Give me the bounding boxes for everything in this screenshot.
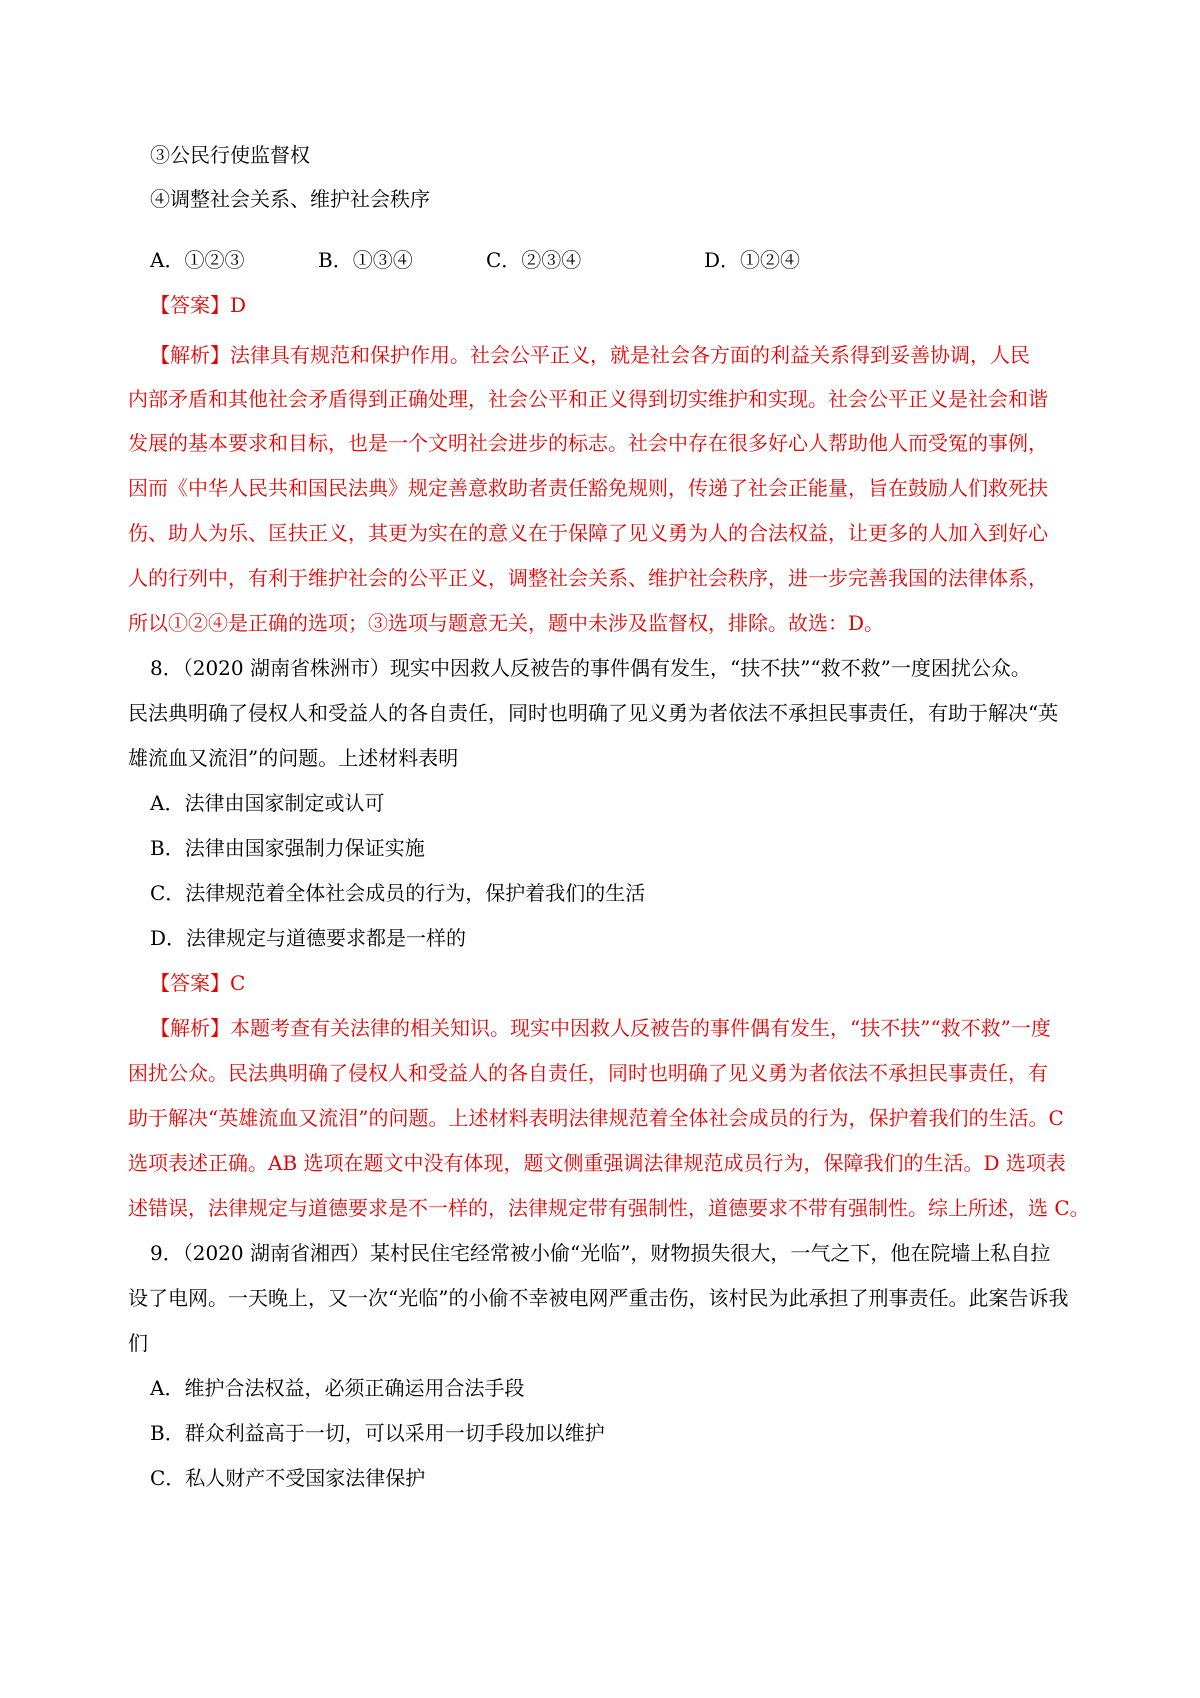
q7-analysis-line: 人的行列中，有利于维护社会的公平正义，调整社会关系、维护社会秩序，进一步完善我国的法律体系， bbox=[128, 566, 1048, 590]
q9-option-b: B．群众利益高于一切，可以采用一切手段加以维护 bbox=[150, 1421, 605, 1445]
q8-answer: 【答案】C bbox=[150, 971, 246, 995]
q7-item-4: ④调整社会关系、维护社会秩序 bbox=[150, 187, 430, 211]
q7-options-row bbox=[150, 245, 1050, 275]
q9-stem-line: 设了电网。一天晚上，又一次“光临”的小偷不幸被电网严重击伤，该村民为此承担了刑事责任。此案告诉我 bbox=[128, 1286, 1069, 1310]
q7-option-a: A．①②③ bbox=[150, 248, 245, 272]
q7-option-c: C．②③④ bbox=[486, 248, 582, 272]
q8-option-c: C．法律规范着全体社会成员的行为，保护着我们的生活 bbox=[150, 881, 646, 905]
q8-stem-line: 民法典明确了侵权人和受益人的各自责任，同时也明确了见义勇为者依法不承担民事责任，有助于解决“英 bbox=[128, 701, 1059, 725]
q7-analysis-line: 因而《中华人民共和国民法典》规定善意救助者责任豁免规则，传递了社会正能量，旨在鼓励人们救死扶 bbox=[128, 476, 1048, 500]
q8-analysis-line: 困扰公众。民法典明确了侵权人和受益人的各自责任，同时也明确了见义勇为者依法不承担民事责任，有 bbox=[128, 1061, 1048, 1085]
q9-option-c: C．私人财产不受国家法律保护 bbox=[150, 1466, 426, 1490]
q7-item-3: ③公民行使监督权 bbox=[150, 143, 310, 167]
q7-analysis-line: 内部矛盾和其他社会矛盾得到正确处理，社会公平和正义得到切实维护和实现。社会公平正义是社会和谐 bbox=[128, 387, 1048, 411]
q9-option-a: A．维护合法权益，必须正确运用合法手段 bbox=[150, 1376, 525, 1400]
q7-answer: 【答案】D bbox=[150, 293, 247, 317]
q7-analysis-line: 发展的基本要求和目标，也是一个文明社会进步的标志。社会中存在很多好心人帮助他人而受冤的事例， bbox=[128, 431, 1048, 455]
q7-analysis-line: 所以①②④是正确的选项；③选项与题意无关，题中未涉及监督权，排除。故选：D。 bbox=[128, 611, 885, 635]
q8-option-d: D．法律规定与道德要求都是一样的 bbox=[150, 926, 467, 950]
q8-analysis-line: 【解析】本题考查有关法律的相关知识。现实中因救人反被告的事件偶有发生，“扶不扶”“救不救”一度 bbox=[150, 1016, 1051, 1040]
q7-option-d: D．①②④ bbox=[704, 248, 801, 272]
q8-option-b: B．法律由国家强制力保证实施 bbox=[150, 836, 425, 860]
q9-stem-line: 9．（2020 湖南省湘西）某村民住宅经常被小偷“光临”，财物损失很大，一气之下，他在院墙上私自拉 bbox=[150, 1241, 1051, 1265]
q8-analysis-line: 助于解决“英雄流血又流泪”的问题。上述材料表明法律规范着全体社会成员的行为，保护着我们的生活。C bbox=[128, 1106, 1064, 1130]
q7-analysis-line: 【解析】法律具有规范和保护作用。社会公平正义，就是社会各方面的利益关系得到妥善协调，人民 bbox=[150, 343, 1030, 367]
q8-stem-line: 雄流血又流泪”的问题。上述材料表明 bbox=[128, 746, 459, 770]
q7-analysis-line: 伤、助人为乐、匡扶正义，其更为实在的意义在于保障了见义勇为人的合法权益，让更多的人加入到好心 bbox=[128, 521, 1048, 545]
q7-option-b: B．①③④ bbox=[318, 248, 413, 272]
q8-stem-line: 8．（2020 湖南省株洲市）现实中因救人反被告的事件偶有发生，“扶不扶”“救不救”一度困扰公众。 bbox=[150, 656, 1031, 680]
q9-stem-line: 们 bbox=[128, 1331, 148, 1355]
q8-option-a: A．法律由国家制定或认可 bbox=[150, 791, 385, 815]
q8-analysis-line: 选项表述正确。AB 选项在题文中没有体现，题文侧重强调法律规范成员行为，保障我们的生活。D 选项表 bbox=[128, 1151, 1066, 1175]
q8-analysis-line: 述错误，法律规定与道德要求是不一样的，法律规定带有强制性，道德要求不带有强制性。综上所述，选 C。 bbox=[128, 1196, 1090, 1220]
